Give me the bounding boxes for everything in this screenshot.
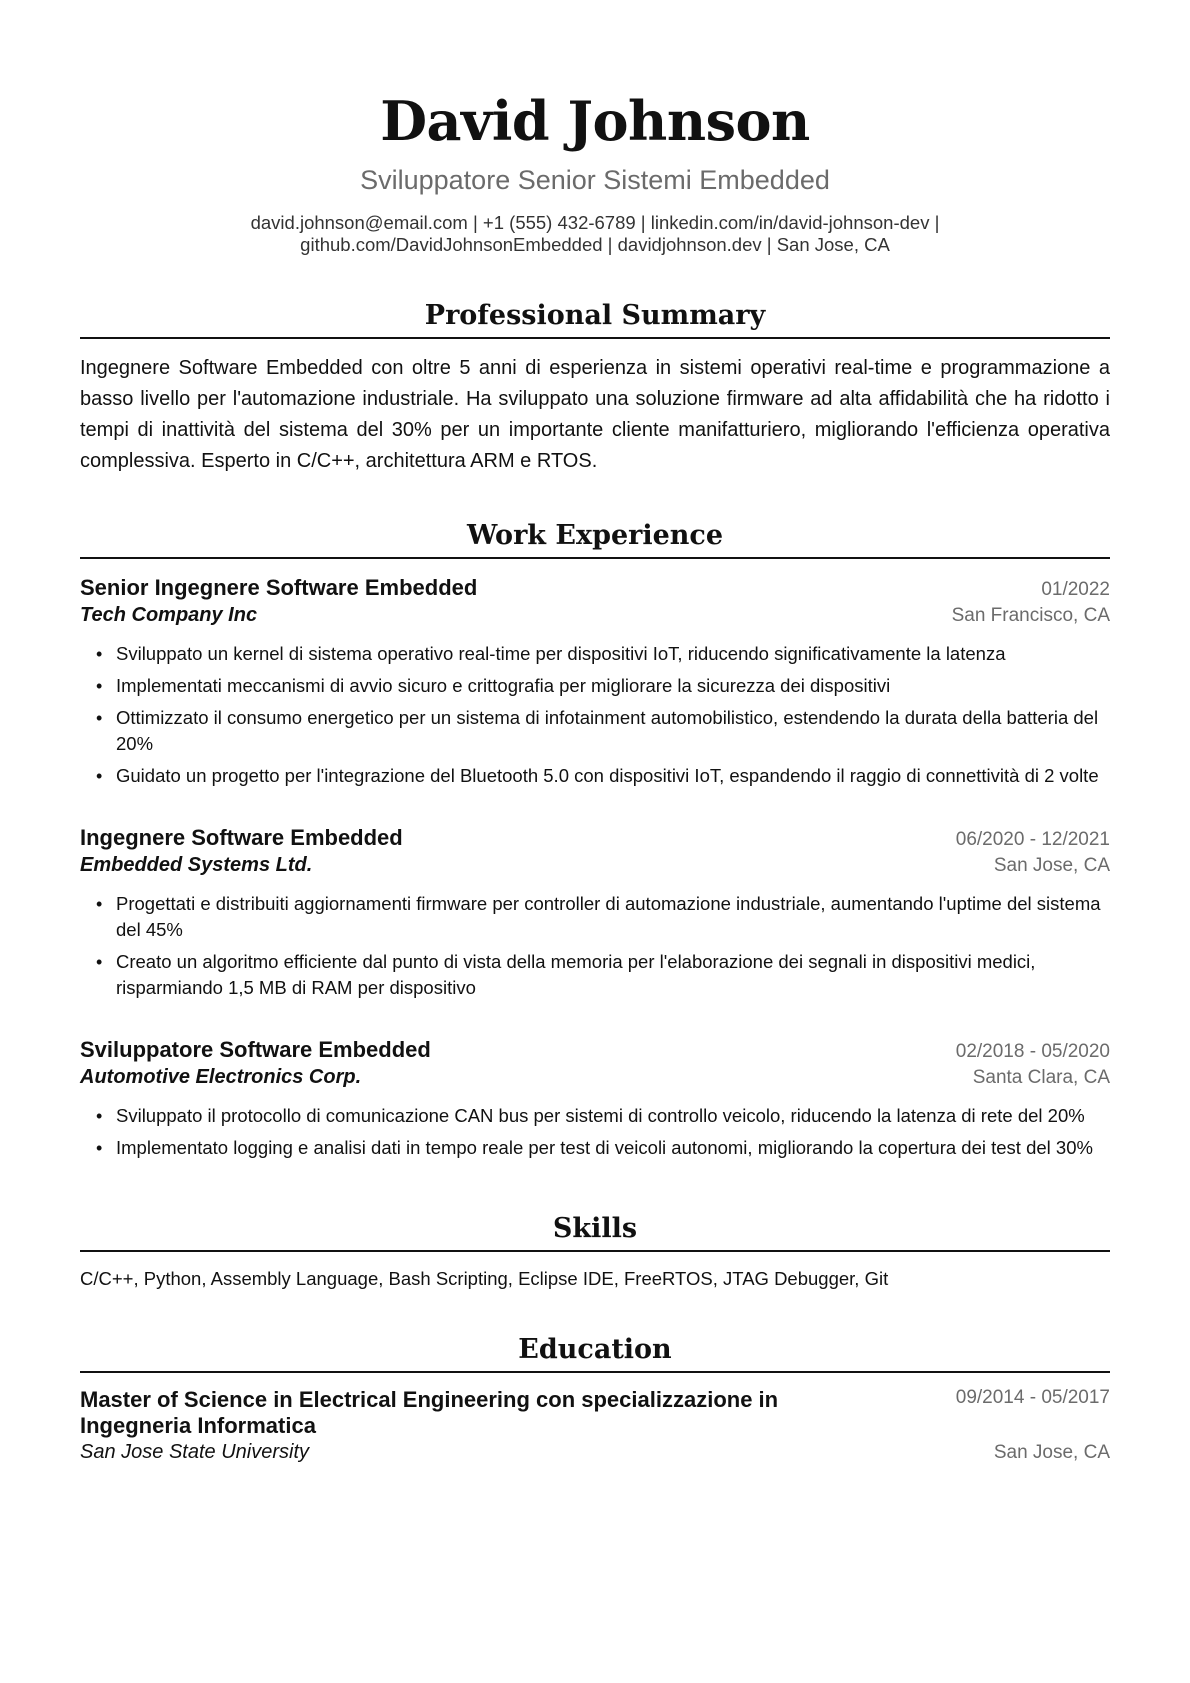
school-name: San Jose State University xyxy=(80,1440,309,1463)
company-name: Automotive Electronics Corp. xyxy=(80,1065,362,1088)
job-entry xyxy=(80,575,1110,789)
job-location: San Jose, CA xyxy=(993,854,1110,876)
contact-line-2: github.com/DavidJohnsonEmbedded | davidjohnson.dev | San Jose, CA xyxy=(300,233,890,255)
company-name: Embedded Systems Ltd. xyxy=(80,853,313,876)
job-bullets xyxy=(80,641,1110,789)
job-location: San Francisco, CA xyxy=(951,604,1110,626)
job-bullet: • Ottimizzato il consumo energetico per un sistema di infotainment automobilistico, estendendo la durata della batteria del 20% xyxy=(80,705,1110,757)
education-location: San Jose, CA xyxy=(993,1441,1110,1463)
job-bullet: • Sviluppato il protocollo di comunicazione CAN bus per sistemi di controllo veicolo, riducendo la latenza di rete del 20% xyxy=(80,1103,1110,1129)
summary-section xyxy=(80,299,1110,477)
summary-heading: Professional Summary xyxy=(80,302,1110,339)
job-bullet: • Implementati meccanismi di avvio sicuro e crittografia per migliorare la sicurezza dei dispositivi xyxy=(80,673,1110,699)
job-bullets xyxy=(80,1103,1110,1161)
job-bullet: • Progettati e distribuiti aggiornamenti firmware per controller di automazione industriale, aumentando l'uptime del sistema del 45% xyxy=(80,891,1110,943)
degree-title: Master of Science in Electrical Engineering con specializzazione in Ingegneria Informatica xyxy=(80,1386,779,1438)
job-bullet: • Implementato logging e analisi dati in tempo reale per test di veicoli autonomi, migliorando la copertura dei test del 30% xyxy=(80,1135,1110,1161)
resume-header xyxy=(80,89,1110,256)
education-section xyxy=(80,1333,1110,1464)
work-experience-heading: Work Experience xyxy=(80,522,1110,559)
summary-text: Ingegnere Software Embedded con oltre 5 anni di esperienza in sistemi operativi real-time e programmazione a basso livello per l'automazione industriale. Ha sviluppato una soluzione firmware ad alta affidabilità che ha ridotto i tempi di inattività del sistema del 30% per un importante cliente manifatturiero, migliorando l'efficienza operativa complessiva. Esperto in C/C++, architettura ARM e RTOS. xyxy=(80,356,1110,472)
job-bullets xyxy=(80,891,1110,1001)
education-entry xyxy=(80,1387,1110,1464)
job-bullet: • Creato un algoritmo efficiente dal punto di vista della memoria per l'elaborazione dei segnali in dispositivi medici, risparmiando 1,5 MB di RAM per dispositivo xyxy=(80,949,1110,1001)
job-date: 02/2018 - 05/2020 xyxy=(955,1040,1110,1062)
job-location: Santa Clara, CA xyxy=(972,1066,1110,1088)
candidate-role: Sviluppatore Senior Sistemi Embedded xyxy=(360,165,830,195)
education-heading: Education xyxy=(80,1336,1110,1373)
skills-section xyxy=(80,1212,1110,1292)
contact-info xyxy=(80,212,1110,256)
job-entry xyxy=(80,825,1110,1001)
job-title: Ingegnere Software Embedded xyxy=(80,824,403,850)
job-bullet: • Sviluppato un kernel di sistema operativo real-time per dispositivi IoT, riducendo significativamente la latenza xyxy=(80,641,1110,667)
candidate-name: David Johnson xyxy=(380,89,810,153)
job-date: 01/2022 xyxy=(1041,578,1110,600)
company-name: Tech Company Inc xyxy=(80,603,258,626)
skills-heading: Skills xyxy=(80,1215,1110,1252)
work-experience-section xyxy=(80,519,1110,1161)
job-date: 06/2020 - 12/2021 xyxy=(955,828,1110,850)
job-bullet: • Guidato un progetto per l'integrazione del Bluetooth 5.0 con dispositivi IoT, espandendo il raggio di connettività di 2 volte xyxy=(80,763,1110,789)
education-date: 09/2014 - 05/2017 xyxy=(955,1386,1110,1408)
job-entry xyxy=(80,1037,1110,1161)
job-title: Sviluppatore Software Embedded xyxy=(80,1036,431,1062)
contact-line-1: david.johnson@email.com | +1 (555) 432-6789 | linkedin.com/in/david-johnson-dev | xyxy=(250,211,940,233)
job-title: Senior Ingegnere Software Embedded xyxy=(80,574,478,600)
skills-list: C/C++, Python, Assembly Language, Bash Scripting, Eclipse IDE, FreeRTOS, JTAG Debugger, Git xyxy=(80,1267,889,1289)
